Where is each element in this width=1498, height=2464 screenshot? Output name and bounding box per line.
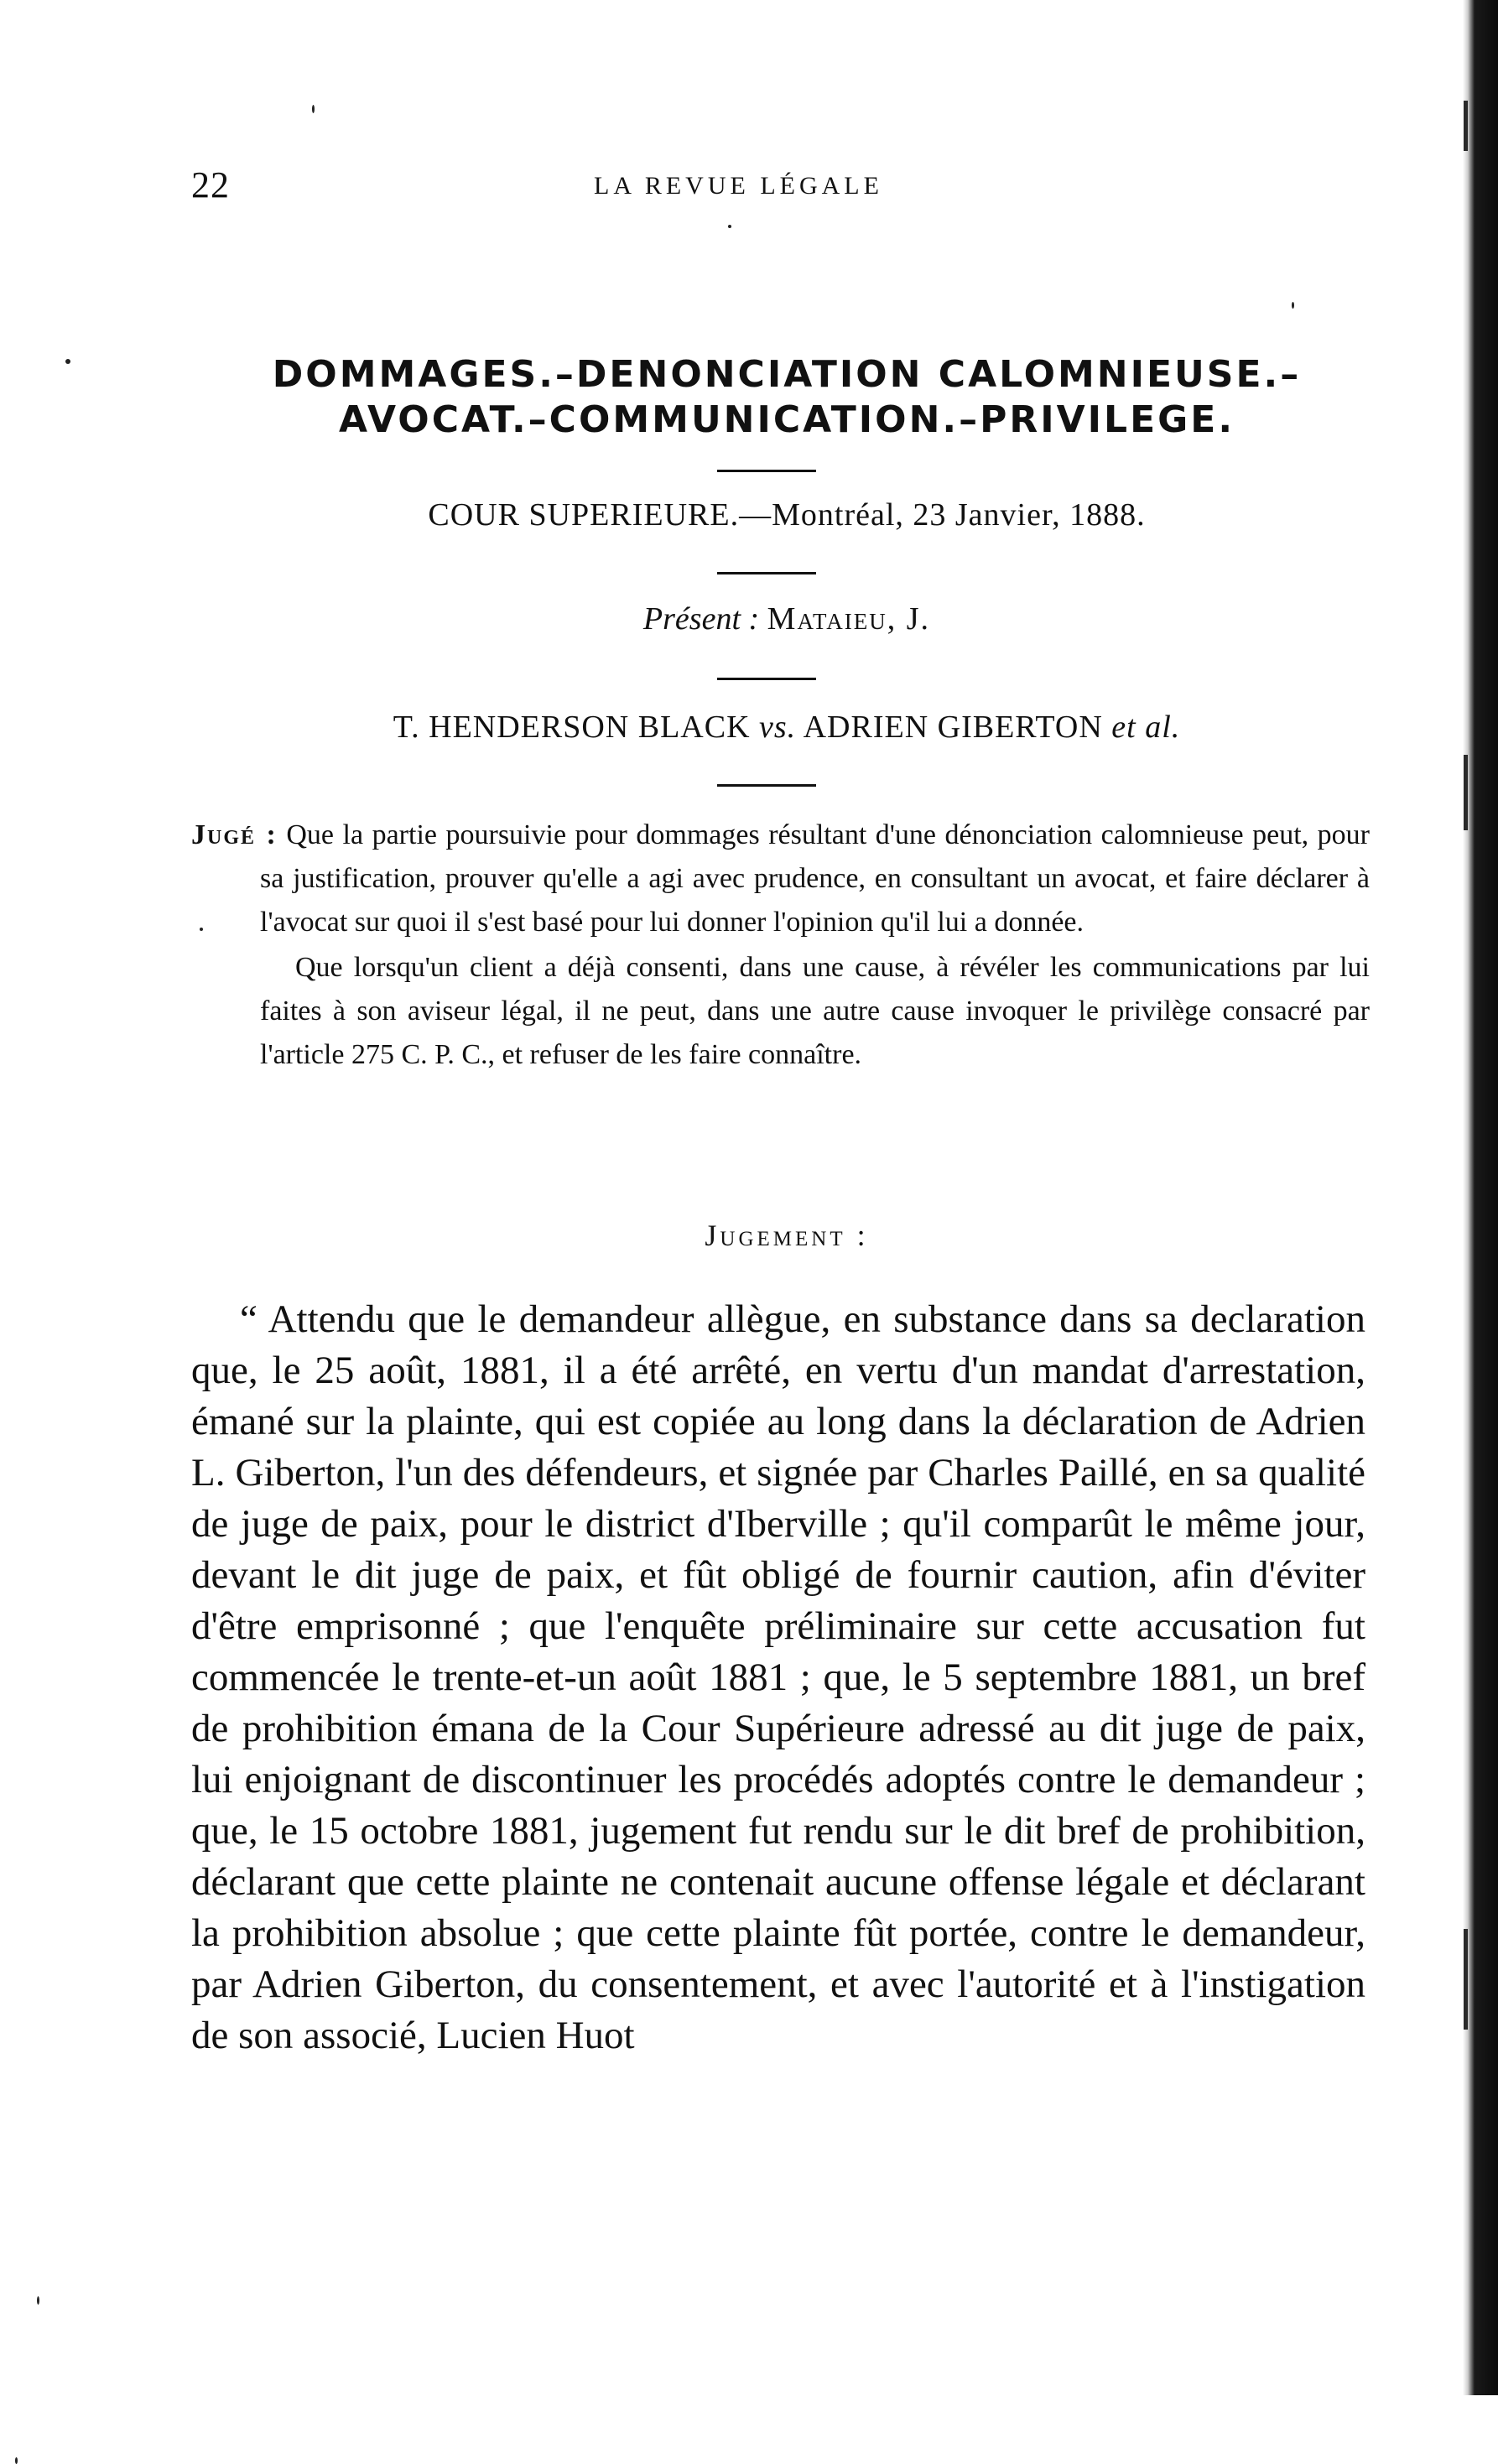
case-title-line-1: DOMMAGES.–DENONCIATION CALOMNIEUSE.– — [272, 353, 1302, 396]
page-header — [191, 164, 1382, 214]
scan-speck — [728, 225, 731, 228]
page-number: 22 — [191, 164, 230, 205]
juge-label: Jugé : — [191, 819, 278, 850]
running-title: LA REVUE LÉGALE — [594, 172, 883, 200]
court-line: COUR SUPERIEURE.—Montréal, 23 Janvier, 1888. — [428, 497, 1146, 533]
defendant-name: ADRIEN GIBERTON — [803, 710, 1103, 745]
scan-speck — [65, 359, 70, 364]
parties-line — [191, 709, 1382, 746]
scan-speck — [15, 2457, 18, 2464]
separator-rule — [717, 470, 816, 472]
headnote-summary — [191, 814, 1370, 1077]
case-title — [191, 352, 1382, 443]
scan-artifact — [1464, 101, 1468, 151]
judgment-body — [191, 1294, 1365, 2061]
present-line — [191, 600, 1382, 637]
separator-rule — [717, 678, 816, 680]
judgment-heading: Jugement : — [705, 1219, 869, 1252]
scan-speck — [1292, 302, 1294, 309]
case-title-line-2: AVOCAT.–COMMUNICATION.–PRIVILEGE. — [338, 398, 1235, 441]
judgment-paragraph: “ Attendu que le demandeur allègue, en substance dans sa declaration que, le 25 août, 1881, il a été arrêté, en vertu d'un mandat d'arrestation, émané sur la plainte, qui est copiée au long dans la déclaration de Adrien L. Giberton, l'un des défendeurs, et signée par Charles Paillé, en sa qualité de juge de paix, pour le district d'Iberville ; qu'il comparût le même jour, devant le dit juge de paix, et fût obligé de fournir caution, afin d'éviter d'être emprisonné ; que l'enquête préliminaire sur cette accusation fut commencée le trente-et-un août 1881 ; que, le 5 septembre 1881, un bref de prohibition émana de la Cour Supérieure adressé au dit juge de paix, lui enjoignant de discontinuer les procédés adoptés contre le demandeur ; que, le 15 octobre 1881, jugement fut rendu sur le dit bref de prohibition, déclarant que cette plainte ne contenait aucune offense légale et déclarant la prohibition absolue ; que cette plainte fût portée, contre le demandeur, par Adrien Giberton, du consentement, et avec l'autorité et à l'instigation de son associé, Lucien Huot — [191, 1297, 1365, 2057]
scan-artifact — [1464, 1929, 1468, 2030]
present-judge: Mataieu, J. — [767, 601, 931, 637]
scan-artifact — [1464, 755, 1468, 830]
binding-edge — [1463, 0, 1498, 2395]
headnote-text-1: Que la partie poursuivie pour dommages résultant d'une dénonciation calomnieuse peut, pour sa justification, prouver qu'elle a agi avec prudence, en consultant un avocat, et faire déclarer à l'avocat sur quoi il s'est basé pour lui donner l'opinion qu'il lui a donnée. — [260, 819, 1370, 938]
scan-speck — [37, 2296, 39, 2305]
plaintiff-name: T. HENDERSON BLACK — [393, 710, 751, 745]
separator-rule — [717, 784, 816, 787]
headnote-paragraph-2: Que lorsqu'un client a déjà consenti, dans une cause, à révéler les communications par lui faites à son aviseur légal, il ne peut, dans une autre cause invoquer le privilège consacré par l'article 275 C. P. C., et refuser de les faire connaître. — [260, 952, 1370, 1070]
separator-rule — [717, 572, 816, 574]
headnote-paragraph-1 — [191, 814, 1370, 944]
present-label: Présent : — [642, 601, 760, 637]
scan-speck — [312, 105, 315, 113]
versus: vs. — [759, 710, 797, 745]
et-al: et al. — [1111, 710, 1181, 745]
